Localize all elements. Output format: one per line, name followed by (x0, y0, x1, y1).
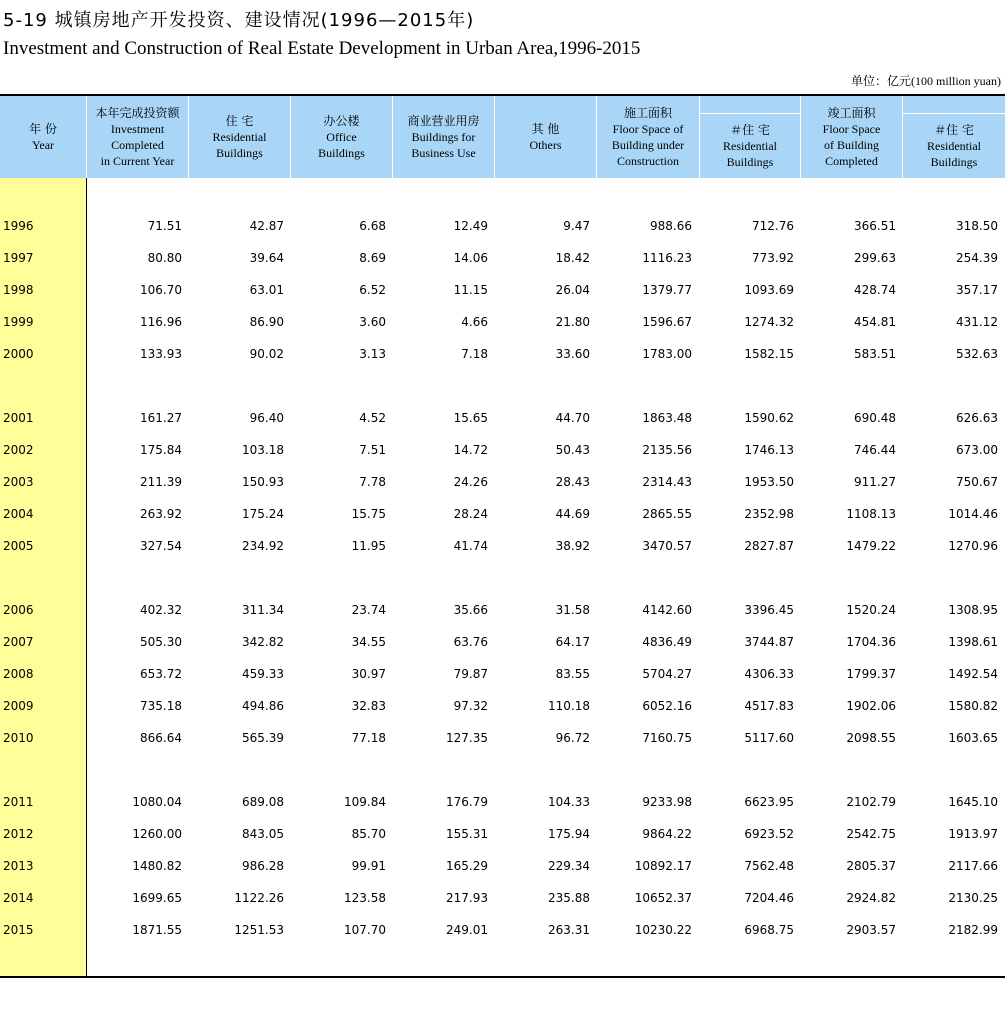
cell-investment: 1871.55 (132, 923, 182, 937)
cell-business: 176.79 (446, 795, 488, 809)
cell-floor-completed: 428.74 (854, 283, 896, 297)
cell-year: 1999 (3, 315, 34, 329)
cell-year: 2013 (3, 859, 34, 873)
cell-investment: 1080.04 (132, 795, 182, 809)
cell-floor-completed-res: 431.12 (956, 315, 998, 329)
cell-floor-completed: 1520.24 (846, 603, 896, 617)
cell-floor-completed: 1704.36 (846, 635, 896, 649)
cell-floor-completed-res: 318.50 (956, 219, 998, 233)
table-row (0, 411, 1005, 431)
cell-others: 96.72 (555, 731, 590, 745)
cell-others: 26.04 (555, 283, 590, 297)
cell-office: 3.13 (359, 347, 386, 361)
table-header (0, 96, 1005, 178)
cell-year: 2009 (3, 699, 34, 713)
cell-floor-construction: 1596.67 (642, 315, 692, 329)
cell-year: 2001 (3, 411, 34, 425)
cell-floor-construction: 3470.57 (642, 539, 692, 553)
cell-investment: 80.80 (147, 251, 182, 265)
cell-others: 21.80 (555, 315, 590, 329)
cell-floor-completed: 690.48 (854, 411, 896, 425)
cell-year: 2003 (3, 475, 34, 489)
cell-investment: 1260.00 (132, 827, 182, 841)
cell-others: 33.60 (555, 347, 590, 361)
cell-floor-construction-res: 773.92 (752, 251, 794, 265)
cell-year: 2006 (3, 603, 34, 617)
cell-floor-construction: 1783.00 (642, 347, 692, 361)
cell-business: 15.65 (453, 411, 488, 425)
cell-business: 12.49 (453, 219, 488, 233)
cell-floor-completed-res: 1270.96 (948, 539, 998, 553)
cell-others: 38.92 (555, 539, 590, 553)
cell-floor-construction: 2865.55 (642, 507, 692, 521)
cell-year: 2010 (3, 731, 34, 745)
cell-floor-completed-res: 750.67 (956, 475, 998, 489)
cell-business: 127.35 (446, 731, 488, 745)
cell-year: 2012 (3, 827, 34, 841)
cell-year: 1997 (3, 251, 34, 265)
table-row (0, 667, 1005, 687)
header-others-cn: 其 他 (531, 122, 560, 136)
cell-business: 249.01 (446, 923, 488, 937)
cell-office: 85.70 (351, 827, 386, 841)
header-others (495, 96, 596, 178)
cell-office: 30.97 (351, 667, 386, 681)
cell-office: 6.52 (359, 283, 386, 297)
table-row (0, 315, 1005, 335)
cell-business: 11.15 (453, 283, 488, 297)
cell-others: 235.88 (548, 891, 590, 905)
cell-floor-construction-res: 2352.98 (744, 507, 794, 521)
table-row (0, 859, 1005, 879)
cell-investment: 653.72 (140, 667, 182, 681)
header-residential-en2: Buildings (216, 146, 263, 160)
header-others-en1: Others (529, 138, 562, 152)
cell-residential: 342.82 (242, 635, 284, 649)
cell-residential: 42.87 (249, 219, 284, 233)
cell-floor-completed-res: 2117.66 (948, 859, 998, 873)
cell-office: 107.70 (344, 923, 386, 937)
cell-year: 1996 (3, 219, 34, 233)
header-floor-completed-en1: Floor Space (822, 122, 881, 136)
cell-others: 44.70 (555, 411, 590, 425)
header-floor-construction-res-en1: Residential (723, 139, 777, 153)
cell-office: 23.74 (351, 603, 386, 617)
cell-floor-construction-res: 1582.15 (744, 347, 794, 361)
table-row (0, 603, 1005, 623)
header-residential (189, 96, 290, 178)
cell-floor-completed: 299.63 (854, 251, 896, 265)
header-investment-en1: Investment (110, 122, 165, 136)
cell-floor-construction-res: 7562.48 (744, 859, 794, 873)
unit-label: 单位：亿元(100 million yuan) (851, 74, 1001, 88)
cell-business: 79.87 (453, 667, 488, 681)
cell-year: 2002 (3, 443, 34, 457)
header-office-en1: Office (326, 130, 357, 144)
header-office-en2: Buildings (318, 146, 365, 160)
header-floor-construction (597, 96, 699, 178)
cell-floor-completed: 454.81 (854, 315, 896, 329)
table-row (0, 443, 1005, 463)
cell-office: 4.52 (359, 411, 386, 425)
cell-floor-completed-res: 1308.95 (948, 603, 998, 617)
header-floor-completed-en2: of Building (823, 138, 879, 152)
cell-floor-completed-res: 1645.10 (948, 795, 998, 809)
cell-floor-construction-res: 1093.69 (744, 283, 794, 297)
cell-office: 15.75 (351, 507, 386, 521)
cell-floor-construction: 9864.22 (642, 827, 692, 841)
cell-investment: 263.92 (140, 507, 182, 521)
cell-floor-construction: 1379.77 (642, 283, 692, 297)
cell-office: 3.60 (359, 315, 386, 329)
cell-business: 35.66 (453, 603, 488, 617)
cell-floor-construction: 1863.48 (642, 411, 692, 425)
cell-investment: 327.54 (140, 539, 182, 553)
cell-floor-completed-res: 1913.97 (948, 827, 998, 841)
header-floor-completed-res-cn: ＃住 宅 (934, 123, 974, 137)
table-row (0, 347, 1005, 367)
header-investment-en3: in Current Year (100, 154, 175, 168)
cell-office: 7.51 (359, 443, 386, 457)
table-row (0, 795, 1005, 815)
cell-floor-completed-res: 1580.82 (948, 699, 998, 713)
cell-floor-construction-res: 4306.33 (744, 667, 794, 681)
cell-others: 31.58 (555, 603, 590, 617)
table-title-cn: 5-19 城镇房地产开发投资、建设情况(1996—2015年) (3, 10, 475, 31)
cell-floor-completed: 1479.22 (846, 539, 896, 553)
cell-floor-completed-res: 1603.65 (948, 731, 998, 745)
header-floor-completed-res (903, 114, 1005, 178)
header-floor-construction-res-top (700, 96, 800, 113)
cell-year: 2005 (3, 539, 34, 553)
cell-office: 8.69 (359, 251, 386, 265)
cell-residential: 103.18 (242, 443, 284, 457)
cell-floor-construction: 2135.56 (642, 443, 692, 457)
cell-floor-construction-res: 4517.83 (744, 699, 794, 713)
header-floor-construction-res-en2: Buildings (726, 155, 774, 169)
header-residential-en1: Residential (212, 130, 267, 144)
cell-others: 64.17 (555, 635, 590, 649)
cell-investment: 175.84 (140, 443, 182, 457)
cell-residential: 689.08 (242, 795, 284, 809)
header-floor-completed-res-en1: Residential (927, 139, 981, 153)
cell-floor-construction-res: 1746.13 (744, 443, 794, 457)
cell-business: 14.06 (453, 251, 488, 265)
table-row (0, 507, 1005, 527)
cell-floor-construction-res: 3396.45 (744, 603, 794, 617)
cell-business: 7.18 (461, 347, 488, 361)
cell-residential: 311.34 (242, 603, 284, 617)
cell-residential: 39.64 (249, 251, 284, 265)
cell-floor-completed-res: 254.39 (956, 251, 998, 265)
table-row (0, 251, 1005, 271)
header-business-en2: Business Use (411, 146, 476, 160)
header-investment-cn: 本年完成投资额 (95, 106, 180, 120)
cell-year: 2011 (3, 795, 34, 809)
cell-floor-completed-res: 2130.25 (948, 891, 998, 905)
cell-year: 2000 (3, 347, 34, 361)
cell-office: 99.91 (351, 859, 386, 873)
cell-floor-construction: 988.66 (650, 219, 692, 233)
header-floor-completed-res-en2: Buildings (930, 155, 978, 169)
cell-floor-construction: 10892.17 (634, 859, 692, 873)
cell-office: 7.78 (359, 475, 386, 489)
cell-others: 18.42 (555, 251, 590, 265)
header-floor-construction-en3: Construction (617, 154, 679, 168)
cell-year: 2007 (3, 635, 34, 649)
header-floor-construction-cn: 施工面积 (623, 106, 672, 120)
cell-business: 28.24 (453, 507, 488, 521)
cell-floor-completed: 583.51 (854, 347, 896, 361)
header-residential-cn: 住 宅 (225, 114, 254, 128)
header-floor-completed-res-top (903, 96, 1005, 113)
cell-office: 34.55 (351, 635, 386, 649)
cell-floor-completed-res: 673.00 (956, 443, 998, 457)
cell-residential: 63.01 (249, 283, 284, 297)
header-floor-completed-cn: 竣工面积 (827, 106, 876, 120)
cell-floor-construction-res: 1953.50 (744, 475, 794, 489)
cell-floor-construction-res: 712.76 (752, 219, 794, 233)
cell-investment: 735.18 (140, 699, 182, 713)
cell-investment: 505.30 (140, 635, 182, 649)
cell-others: 263.31 (548, 923, 590, 937)
cell-investment: 1480.82 (132, 859, 182, 873)
cell-others: 9.47 (563, 219, 590, 233)
cell-floor-completed-res: 1398.61 (948, 635, 998, 649)
header-investment-en2: Completed (111, 138, 164, 152)
cell-floor-completed: 746.44 (854, 443, 896, 457)
table-row (0, 731, 1005, 751)
cell-floor-construction-res: 6923.52 (744, 827, 794, 841)
cell-investment: 71.51 (147, 219, 182, 233)
cell-floor-completed-res: 626.63 (956, 411, 998, 425)
cell-business: 14.72 (453, 443, 488, 457)
cell-investment: 1699.65 (132, 891, 182, 905)
cell-floor-completed: 2805.37 (846, 859, 896, 873)
cell-floor-completed-res: 357.17 (956, 283, 998, 297)
cell-year: 2008 (3, 667, 34, 681)
header-year-en: Year (31, 138, 55, 152)
cell-floor-construction: 2314.43 (642, 475, 692, 489)
cell-residential: 234.92 (242, 539, 284, 553)
cell-residential: 175.24 (242, 507, 284, 521)
cell-floor-completed: 2102.79 (846, 795, 896, 809)
cell-residential: 843.05 (242, 827, 284, 841)
cell-business: 217.93 (446, 891, 488, 905)
cell-investment: 211.39 (140, 475, 182, 489)
cell-business: 41.74 (453, 539, 488, 553)
cell-residential: 565.39 (242, 731, 284, 745)
cell-investment: 402.32 (140, 603, 182, 617)
cell-floor-completed: 1799.37 (846, 667, 896, 681)
cell-floor-construction: 4836.49 (642, 635, 692, 649)
cell-floor-construction-res: 1274.32 (744, 315, 794, 329)
cell-residential: 96.40 (249, 411, 284, 425)
table-row (0, 891, 1005, 911)
cell-residential: 1251.53 (234, 923, 284, 937)
header-floor-construction-res (700, 114, 800, 178)
cell-floor-completed-res: 2182.99 (948, 923, 998, 937)
header-year-cn: 年 份 (29, 122, 57, 136)
cell-floor-construction: 9233.98 (642, 795, 692, 809)
cell-investment: 116.96 (140, 315, 182, 329)
header-floor-completed-en3: Completed (825, 154, 878, 168)
cell-floor-construction: 4142.60 (642, 603, 692, 617)
cell-others: 229.34 (548, 859, 590, 873)
cell-floor-construction: 10230.22 (634, 923, 692, 937)
table-row (0, 219, 1005, 239)
cell-business: 24.26 (453, 475, 488, 489)
header-business-cn: 商业营业用房 (407, 114, 480, 128)
cell-business: 63.76 (453, 635, 488, 649)
table-row (0, 699, 1005, 719)
cell-floor-completed-res: 532.63 (956, 347, 998, 361)
cell-floor-construction: 10652.37 (634, 891, 692, 905)
header-floor-construction-en2: Building under (611, 138, 685, 152)
cell-floor-completed-res: 1492.54 (948, 667, 998, 681)
cell-others: 83.55 (555, 667, 590, 681)
cell-residential: 494.86 (242, 699, 284, 713)
cell-year: 1998 (3, 283, 34, 297)
table-row (0, 283, 1005, 303)
header-office-cn: 办公楼 (323, 114, 360, 128)
cell-business: 97.32 (453, 699, 488, 713)
table-row (0, 923, 1005, 943)
cell-others: 104.33 (548, 795, 590, 809)
cell-floor-construction-res: 6968.75 (744, 923, 794, 937)
cell-floor-construction: 7160.75 (642, 731, 692, 745)
cell-residential: 1122.26 (234, 891, 284, 905)
cell-floor-construction-res: 5117.60 (744, 731, 794, 745)
cell-investment: 106.70 (140, 283, 182, 297)
cell-floor-completed: 2098.55 (846, 731, 896, 745)
cell-business: 165.29 (446, 859, 488, 873)
cell-floor-completed: 366.51 (854, 219, 896, 233)
header-office (291, 96, 392, 178)
cell-office: 123.58 (344, 891, 386, 905)
cell-floor-construction: 1116.23 (642, 251, 692, 265)
table-title-en: Investment and Construction of Real Estate Development in Urban Area,1996-2015 (3, 38, 641, 59)
cell-floor-construction-res: 3744.87 (744, 635, 794, 649)
cell-year: 2015 (3, 923, 34, 937)
cell-residential: 90.02 (249, 347, 284, 361)
cell-floor-completed: 1108.13 (846, 507, 896, 521)
header-business (393, 96, 494, 178)
header-business-en1: Buildings for (411, 130, 476, 144)
cell-office: 6.68 (359, 219, 386, 233)
cell-office: 11.95 (351, 539, 386, 553)
cell-residential: 986.28 (242, 859, 284, 873)
cell-others: 175.94 (548, 827, 590, 841)
cell-floor-completed: 911.27 (854, 475, 896, 489)
cell-others: 28.43 (555, 475, 590, 489)
cell-investment: 133.93 (140, 347, 182, 361)
cell-floor-completed: 2903.57 (846, 923, 896, 937)
header-floor-completed (801, 96, 902, 178)
cell-year: 2004 (3, 507, 34, 521)
table-row (0, 635, 1005, 655)
cell-floor-construction: 5704.27 (642, 667, 692, 681)
bottom-rule (0, 976, 1005, 978)
cell-floor-completed: 2542.75 (846, 827, 896, 841)
table-row (0, 827, 1005, 847)
header-year (0, 96, 86, 178)
cell-investment: 866.64 (140, 731, 182, 745)
cell-floor-completed: 1902.06 (846, 699, 896, 713)
cell-residential: 86.90 (249, 315, 284, 329)
cell-floor-completed-res: 1014.46 (948, 507, 998, 521)
header-floor-construction-en1: Floor Space of (612, 122, 684, 136)
cell-floor-construction-res: 2827.87 (744, 539, 794, 553)
cell-investment: 161.27 (140, 411, 182, 425)
cell-others: 110.18 (548, 699, 590, 713)
cell-floor-completed: 2924.82 (846, 891, 896, 905)
header-investment (87, 96, 188, 178)
table-row (0, 539, 1005, 559)
cell-business: 4.66 (461, 315, 488, 329)
cell-others: 44.69 (555, 507, 590, 521)
cell-office: 109.84 (344, 795, 386, 809)
cell-year: 2014 (3, 891, 34, 905)
cell-business: 155.31 (446, 827, 488, 841)
cell-residential: 150.93 (242, 475, 284, 489)
table-row (0, 475, 1005, 495)
header-floor-construction-res-cn: ＃住 宅 (730, 123, 770, 137)
cell-office: 77.18 (351, 731, 386, 745)
cell-floor-construction-res: 6623.95 (744, 795, 794, 809)
cell-others: 50.43 (555, 443, 590, 457)
cell-residential: 459.33 (242, 667, 284, 681)
cell-floor-construction: 6052.16 (642, 699, 692, 713)
cell-office: 32.83 (351, 699, 386, 713)
cell-floor-construction-res: 7204.46 (744, 891, 794, 905)
cell-floor-construction-res: 1590.62 (744, 411, 794, 425)
